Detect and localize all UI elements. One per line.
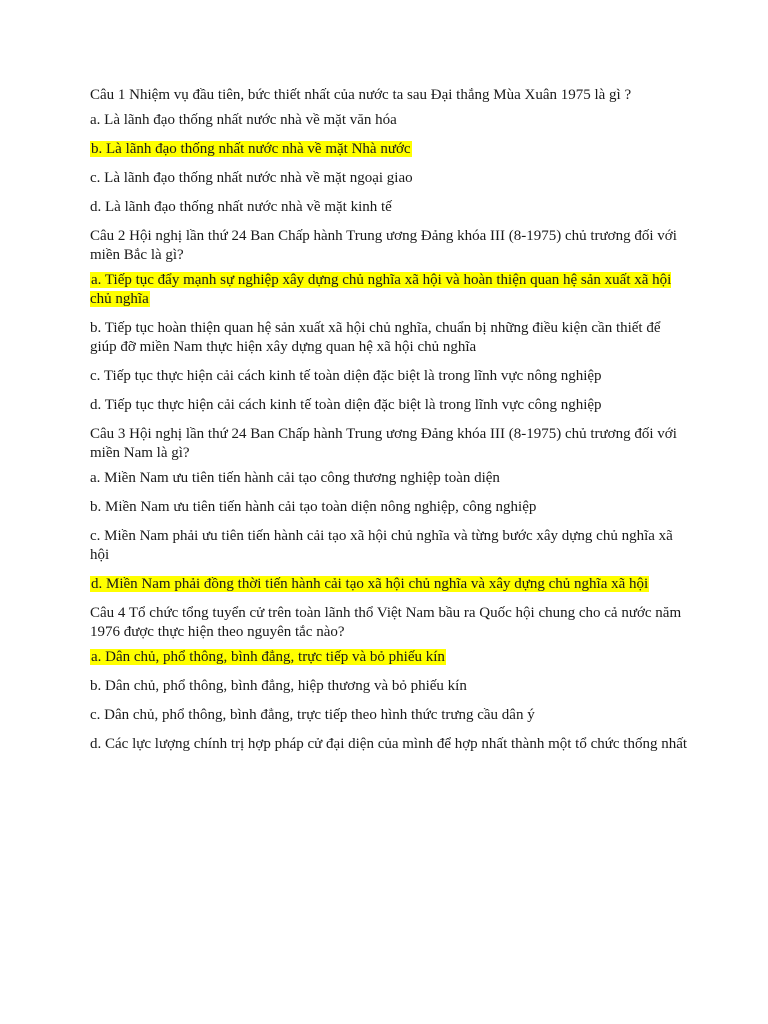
answer-option [90, 367, 690, 386]
answer-option-text: d. Tiếp tục thực hiện cải cách kinh tế toàn diện đặc biệt là trong lĩnh vực công nghiệp [90, 397, 602, 413]
answer-option-text: b. Miền Nam ưu tiên tiến hành cải tạo toàn diện nông nghiệp, công nghiệp [90, 499, 537, 515]
question-1 [90, 86, 690, 217]
answer-option-text: b. Tiếp tục hoàn thiện quan hệ sản xuất xã hội chủ nghĩa, chuẩn bị những điều kiện cần thiết để giúp đỡ miền Nam thực hiện xây dựng quan hệ xã hội chủ nghĩa [90, 320, 661, 355]
question-text: Câu 1 Nhiệm vụ đầu tiên, bức thiết nhất của nước ta sau Đại thắng Mùa Xuân 1975 là gì ? [90, 87, 632, 103]
question-text: Câu 3 Hội nghị lần thứ 24 Ban Chấp hành Trung ương Đảng khóa III (8-1975) chủ trương đối với miền Nam là gì? [90, 426, 677, 461]
answer-option [90, 319, 690, 357]
answer-option [90, 396, 690, 415]
question-text: Câu 4 Tổ chức tổng tuyển cử trên toàn lãnh thổ Việt Nam bầu ra Quốc hội chung cho cả nước năm 1976 được thực hiện theo nguyên tắc nào? [90, 605, 682, 640]
answer-option [90, 469, 690, 488]
answer-option-text: d. Là lãnh đạo thống nhất nước nhà về mặt kinh tế [90, 199, 392, 215]
answer-option-text: b. Dân chủ, phổ thông, bình đẳng, hiệp thương và bỏ phiếu kín [90, 678, 467, 694]
answer-option [90, 169, 690, 188]
answer-option-text: d. Miền Nam phải đồng thời tiến hành cải tạo xã hội chủ nghĩa và xây dựng chủ nghĩa xã hội [91, 576, 649, 592]
answer-option-text: a. Miền Nam ưu tiên tiến hành cải tạo công thương nghiệp toàn diện [90, 470, 500, 486]
question-2 [90, 227, 690, 415]
question-text: Câu 2 Hội nghị lần thứ 24 Ban Chấp hành Trung ương Đảng khóa III (8-1975) chủ trương đối với miền Bắc là gì? [90, 228, 677, 263]
answer-option-text: c. Miền Nam phải ưu tiên tiến hành cải tạo xã hội chủ nghĩa và từng bước xây dựng chủ nghĩa xã hội [90, 528, 673, 563]
answer-option [90, 198, 690, 217]
answer-option-text: a. Là lãnh đạo thống nhất nước nhà về mặt văn hóa [90, 112, 397, 128]
answer-option-highlighted [90, 271, 690, 309]
answer-option-highlighted [90, 575, 690, 594]
answer-option-text: c. Tiếp tục thực hiện cải cách kinh tế toàn diện đặc biệt là trong lĩnh vực nông nghiệp [90, 368, 602, 384]
answer-option [90, 735, 690, 754]
answer-option-highlighted [90, 140, 690, 159]
question-3 [90, 425, 690, 594]
document-page [90, 86, 690, 764]
answer-option-text: a. Tiếp tục đẩy mạnh sự nghiệp xây dựng chủ nghĩa xã hội và hoàn thiện quan hệ sản xuất xã hội chủ nghĩa [90, 272, 672, 307]
answer-option [90, 527, 690, 565]
answer-option-text: d. Các lực lượng chính trị hợp pháp cử đại diện của mình để hợp nhất thành một tổ chức thống nhất [90, 736, 688, 752]
answer-option [90, 677, 690, 696]
answer-option [90, 498, 690, 517]
answer-option [90, 111, 690, 130]
answer-option [90, 706, 690, 725]
answer-option-text: c. Là lãnh đạo thống nhất nước nhà về mặt ngoại giao [90, 170, 413, 186]
answer-option-text: b. Là lãnh đạo thống nhất nước nhà về mặt Nhà nước [91, 141, 411, 157]
question-4 [90, 604, 690, 754]
answer-option-text: c. Dân chủ, phổ thông, bình đẳng, trực tiếp theo hình thức trưng cầu dân ý [90, 707, 535, 723]
answer-option-highlighted [90, 648, 690, 667]
answer-option-text: a. Dân chủ, phổ thông, bình đẳng, trực tiếp và bỏ phiếu kín [91, 649, 445, 665]
